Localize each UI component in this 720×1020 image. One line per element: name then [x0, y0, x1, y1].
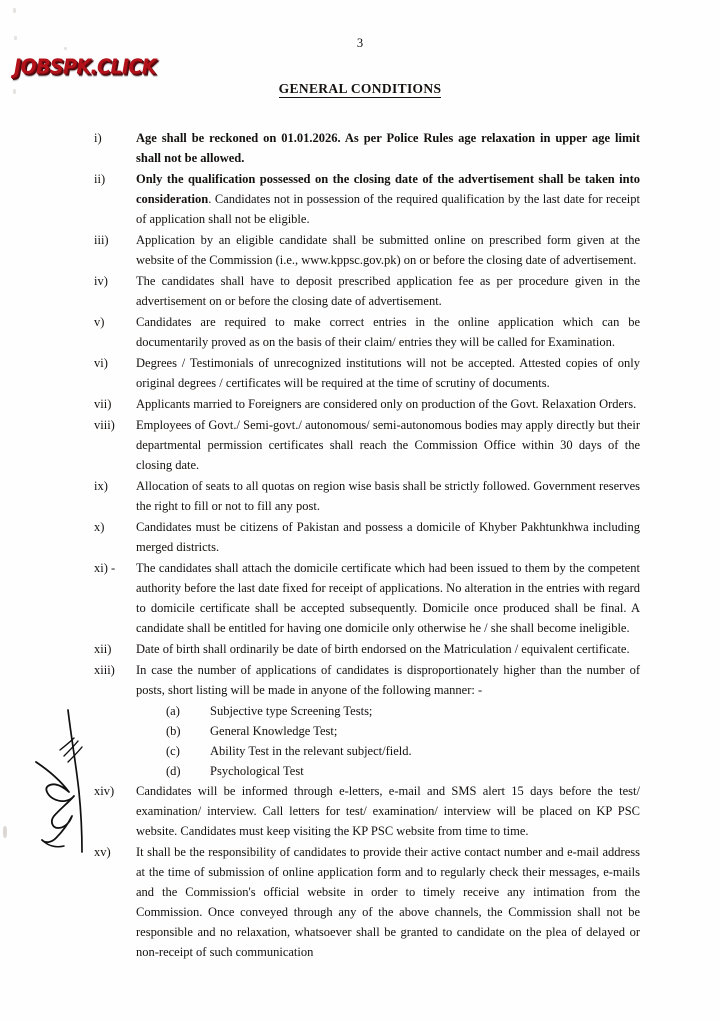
- condition-item: [88, 353, 640, 393]
- condition-item: [88, 660, 640, 700]
- page-title-text: GENERAL CONDITIONS: [278, 81, 442, 96]
- condition-marker: iii): [94, 233, 109, 247]
- condition-text: In case the number of applications of candidates is disproportionately higher than the number of posts, short listing will be made in anyone of the following manner: -: [136, 663, 640, 697]
- condition-marker: x): [94, 520, 105, 534]
- condition-marker: i): [94, 131, 102, 145]
- condition-text: Degrees / Testimonials of unrecognized institutions will not be accepted. Attested copies of only original degrees / certificates will be required at the time of scrutiny of documents.: [136, 356, 640, 390]
- condition-text: Candidates must be citizens of Pakistan and possess a domicile of Khyber Pakhtunkhwa including merged districts.: [136, 520, 640, 554]
- shortlisting-method-marker: (d): [166, 764, 181, 778]
- general-conditions-list: [88, 128, 640, 963]
- condition-text: [136, 128, 640, 168]
- condition-item: [88, 230, 640, 270]
- condition-item: [88, 415, 640, 475]
- condition-marker: iv): [94, 274, 108, 288]
- condition-rest-text: . Candidates not in possession of the required qualification by the last date for receipt of application shall not be eligible.: [136, 192, 640, 226]
- condition-marker: vii): [94, 397, 112, 411]
- condition-text: Candidates will be informed through e-letters, e-mail and SMS alert 15 days before the test/ examination/ interview. Call letters for test/ examination/ interview will be placed on KP PSC website. Candidates must keep visiting the KP PSC website from time to time.: [136, 784, 640, 838]
- condition-text: The candidates shall attach the domicile certificate which had been issued to them by the competent authority before the last date fixed for receipt of applications. No alteration in the entries with regard to domicile certificate shall be accepted subsequently. Domicile once produced shall be final. A candidate shall be entitled for having one domicile only otherwise he / she shall become ineligible.: [136, 561, 640, 635]
- condition-item: [88, 639, 640, 659]
- condition-text: It shall be the responsibility of candidates to provide their active contact number and e-mail address at the time of submission of online application form and to regularly check their messages, e-mails and the Commission's official website in order to timely receive any intimation from the Commission. Once conveyed through any of the above channels, the Commission shall not be responsible and no relaxation, whatsoever shall be granted to candidate on the plea of delayed or non-receipt of such communication: [136, 845, 640, 959]
- shortlisting-method-text: General Knowledge Test;: [210, 724, 338, 738]
- shortlisting-method-marker: (c): [166, 744, 180, 758]
- condition-item: [88, 271, 640, 311]
- shortlisting-method-item: [88, 701, 640, 721]
- condition-text: Application by an eligible candidate shall be submitted online on prescribed form given at the website of the Commission (i.e., www.kppsc.gov.pk) on or before the closing date of advertisement.: [136, 233, 640, 267]
- condition-text: Date of birth shall ordinarily be date of birth endorsed on the Matriculation / equivalent certificate.: [136, 642, 630, 656]
- condition-text: Applicants married to Foreigners are considered only on production of the Govt. Relaxation Orders.: [136, 397, 637, 411]
- page-title: [0, 81, 720, 97]
- condition-item: [88, 517, 640, 557]
- condition-text: [136, 169, 640, 229]
- condition-marker: ii): [94, 172, 106, 186]
- shortlisting-method-text: Subjective type Screening Tests;: [210, 704, 373, 718]
- shortlisting-methods-list: [88, 701, 640, 781]
- condition-marker: vi): [94, 356, 108, 370]
- shortlisting-method-item: [88, 721, 640, 741]
- shortlisting-method-item: [88, 741, 640, 761]
- condition-item: [88, 558, 640, 638]
- condition-item: [88, 781, 640, 841]
- shortlisting-method-marker: (b): [166, 724, 181, 738]
- site-watermark: JOBSPK.CLICK: [14, 55, 156, 79]
- condition-marker: xv): [94, 845, 111, 859]
- condition-marker: ix): [94, 479, 108, 493]
- scan-artifact: [3, 826, 7, 838]
- condition-text: Allocation of seats to all quotas on region wise basis shall be strictly followed. Government reserves the right to fill or not to fill any post.: [136, 479, 640, 513]
- condition-item: [88, 394, 640, 414]
- condition-text: Employees of Govt./ Semi-govt./ autonomous/ semi-autonomous bodies may apply directly but their departmental permission certificates shall reach the Commission Office within 30 days of the closing date.: [136, 418, 640, 472]
- condition-item: [88, 128, 640, 168]
- condition-text: The candidates shall have to deposit prescribed application fee as per procedure given in the advertisement on or before the closing date of advertisement.: [136, 274, 640, 308]
- page-number: 3: [356, 36, 364, 50]
- shortlisting-method-item: [88, 761, 640, 781]
- condition-bold-text: Only the qualification possessed on the closing date of the advertisement shall be taken into consideration: [136, 172, 640, 206]
- shortlisting-method-marker: (a): [166, 704, 180, 718]
- condition-marker: xiv): [94, 784, 115, 798]
- condition-item: [88, 476, 640, 516]
- scan-artifact: [13, 8, 16, 13]
- condition-item: [88, 312, 640, 352]
- condition-marker: xii): [94, 642, 112, 656]
- condition-item: [88, 842, 640, 962]
- condition-marker: xiii): [94, 663, 115, 677]
- condition-marker: xi) -: [94, 561, 116, 575]
- condition-bold-text: Age shall be reckoned on 01.01.2026. As per Police Rules age relaxation in upper age limit shall not be allowed.: [136, 131, 640, 165]
- condition-marker: v): [94, 315, 105, 329]
- shortlisting-method-text: Psychological Test: [210, 764, 304, 778]
- condition-item: [88, 169, 640, 229]
- condition-text: Candidates are required to make correct entries in the online application which can be documentarily proved as on the basis of their claim/ entries they will be called for Examination.: [136, 315, 640, 349]
- shortlisting-method-text: Ability Test in the relevant subject/field.: [210, 744, 412, 758]
- condition-marker: viii): [94, 418, 115, 432]
